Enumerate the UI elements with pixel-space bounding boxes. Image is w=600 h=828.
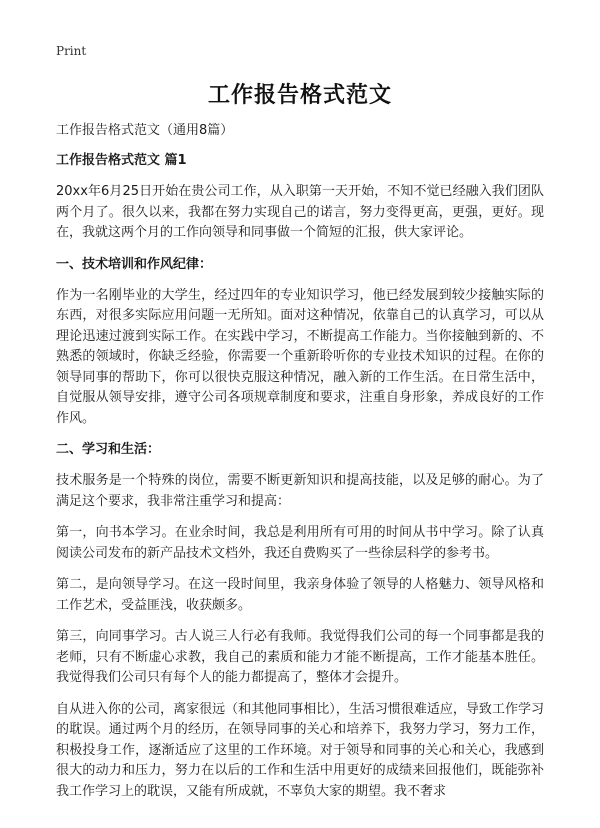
study-paragraph: 第一，向书本学习。在业余时间，我总是利用所有可用的时间从书中学习。除了认真阅读公司发布的新产品技术文档外，我还自费购买了一些徐层科学的参考书。 (56, 525, 544, 561)
study-paragraph: 自从进入你的公司，离家很远（和其他同事相比），生活习惯很难适应，导致工作学习的耽误。通过两个月的经历，在领导同事的关心和培养下，我努力学习，努力工作，积极投身工作，逐渐适应了这里的工作环境。对于领导和同事的关心和关心，我感到很大的动力和压力，努力在以后的工作和生活中用更好的成绩来回报他们，既能弥补我工作学习上的耽误，又能有所成就，不辜负大家的期望。我不奢求 (56, 701, 544, 799)
training-paragraph: 作为一名刚毕业的大学生，经过四年的专业知识学习，他已经发展到较少接触实际的东西，对很多实际应用问题一无所知。面对这种情况，依靠自己的认真学习，可以从理论迅速过渡到实际工作。在实践中学习，不断提高工作能力。当你接触到新的、不熟悉的领域时，你缺乏经验，你需要一个重新聆听你的专业技术知识的过程。在你的领导同事的帮助下，你可以很快克服这种情况，融入新的工作生活。在日常生活中，自觉服从领导安排，遵守公司各项规章制度和要求，注重自身形象，养成良好的工作作风。 (56, 287, 544, 426)
document-subtitle: 工作报告格式范文（通用8篇） (56, 123, 234, 138)
intro-paragraph: 20xx年6月25日开始在贵公司工作，从入职第一天开始，不知不觉已经融入我们团队两个月了。很久以来，我都在努力实现自己的诺言，努力变得更高，更强，更好。现在，我就这两个月的工作向领导和同事做一个简短的汇报，供大家评论。 (56, 184, 544, 240)
section-heading-study: 二、学习和生活： (56, 442, 161, 457)
document-body (56, 122, 544, 813)
print-link[interactable]: Print (56, 44, 87, 58)
page-title: 工作报告格式范文 (207, 83, 392, 108)
study-paragraph: 技术服务是一个特殊的岗位，需要不断更新知识和提高技能，以及足够的耐心。为了满足这个要求，我非常注重学习和提高： (56, 473, 544, 509)
study-paragraph: 第二，是向领导学习。在这一段时间里，我亲身体验了领导的人格魅力、领导风格和工作艺术，受益匪浅，收获颇多。 (56, 577, 544, 613)
section-heading-training: 一、技术培训和作风纪律： (56, 256, 213, 272)
study-paragraph: 第三，向同事学习。古人说三人行必有我师。我觉得我们公司的每一个同事都是我的老师，只有不断虚心求教，我自己的素质和能力才能不断提高，工作才能基本胜任。我觉得我们公司只有每个人的能力都提高了，整体才会提升。 (56, 629, 544, 685)
article-heading: 工作报告格式范文 篇1 (56, 153, 187, 168)
